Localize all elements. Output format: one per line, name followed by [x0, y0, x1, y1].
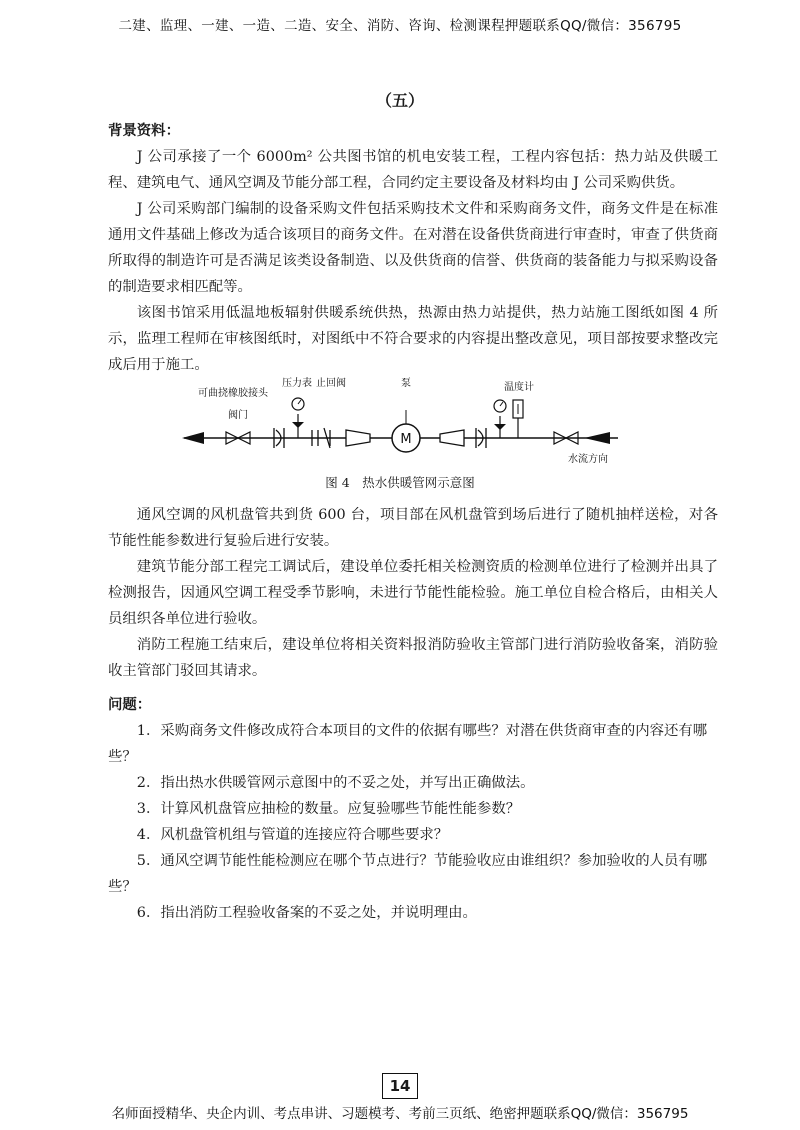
label-valve: 阀门: [228, 410, 248, 421]
question-item: 1．采购商务文件修改成符合本项目的文件的依据有哪些？对潜在供货商审查的内容还有哪些？: [108, 723, 708, 765]
after-figure-paragraph: 建筑节能分部工程完工调试后，建设单位委托相关检测资质的检测单位进行了检测并出具了检测报告，因通风空调工程受季节影响，未进行节能性能检验。施工单位自检合格后，由相关人员组织各单位进行验收。: [108, 559, 718, 627]
after-figure-paragraph: 通风空调的风机盘管共到货 600 台，项目部在风机盘管到场后进行了随机抽样送检，对各节能性能参数进行复验后进行安装。: [108, 507, 718, 549]
inlet-arrow-icon: [584, 432, 610, 444]
label-flex-joint: 可曲挠橡胶接头: [198, 388, 268, 399]
question-item: 3．计算风机盘管应抽检的数量。应复验哪些节能性能参数？: [136, 801, 521, 817]
pressure-gauge-icon: [292, 398, 304, 438]
question-item: 5．通风空调节能性能检测应在哪个节点进行？节能验收应由谁组织？参加验收的人员有哪些？: [108, 853, 708, 895]
question-item: 2．指出热水供暖管网示意图中的不妥之处，并写出正确做法。: [136, 775, 535, 791]
page-number: 14: [382, 1073, 418, 1099]
label-check-valve: 止回阀: [316, 378, 346, 389]
background-label: 背景资料：: [108, 122, 180, 139]
label-pressure-gauge: 压力表: [282, 378, 312, 389]
question-item: 4．风机盘管机组与管道的连接应符合哪些要求？: [136, 827, 449, 843]
reducer-icon: [346, 430, 370, 446]
pump-icon: [392, 410, 420, 452]
label-flow-direction: 水流方向: [568, 454, 608, 465]
questions-label: 问题：: [108, 696, 152, 713]
background-paragraph: J 公司承接了一个 6000m² 公共图书馆的机电安装工程，工程内容包括：热力站及供暖工程、建筑电气、通风空调及节能分部工程，合同约定主要设备及材料均由 J 公司采购供货。: [108, 149, 718, 191]
footer-promo: 名师面授精华、央企内训、考点串讲、习题模考、考前三页纸、绝密押题联系QQ/微信：356795: [111, 1106, 689, 1122]
pipe-network-diagram: [170, 366, 630, 476]
figure-caption: 图 4 热水供暖管网示意图: [325, 475, 475, 490]
questions-section: [108, 692, 718, 926]
header-promo: 二建、监理、一建、一造、二造、安全、消防、咨询、检测课程押题联系QQ/微信：356795: [118, 18, 682, 34]
background-paragraph: 该图书馆采用低温地板辐射供暖系统供热，热源由热力站提供，热力站施工图纸如图 4 所示，监理工程师在审核图纸时，对图纸中不符合要求的内容提出整改意见，项目部按要求整改完成后用于施工。: [108, 305, 718, 373]
after-figure-paragraph: 消防工程施工结束后，建设单位将相关资料报消防验收主管部门进行消防验收备案，消防验收主管部门驳回其请求。: [108, 637, 718, 679]
reducer-icon: [440, 430, 464, 446]
section-title: （五）: [375, 91, 424, 110]
question-item: 6．指出消防工程验收备案的不妥之处，并说明理由。: [136, 905, 477, 921]
label-thermometer: 温度计: [504, 382, 534, 393]
pump-symbol: M: [400, 432, 412, 447]
thermometer-icon: [513, 400, 523, 438]
pressure-gauge-icon: [494, 400, 506, 438]
outlet-arrow-icon: [182, 432, 204, 444]
background-section: [108, 118, 718, 378]
after-figure-section: [108, 502, 718, 684]
background-paragraph: J 公司采购部门编制的设备采购文件包括采购技术文件和采购商务文件，商务文件是在标准通用文件基础上修改为适合该项目的商务文件。在对潜在设备供货商进行审查时，审查了供货商所取得的制造许可是否满足该类设备制造、以及供货商的信誉、供货商的装备能力与拟采购设备的制造要求相匹配等。: [108, 201, 718, 295]
label-pump: 泵: [401, 378, 411, 389]
